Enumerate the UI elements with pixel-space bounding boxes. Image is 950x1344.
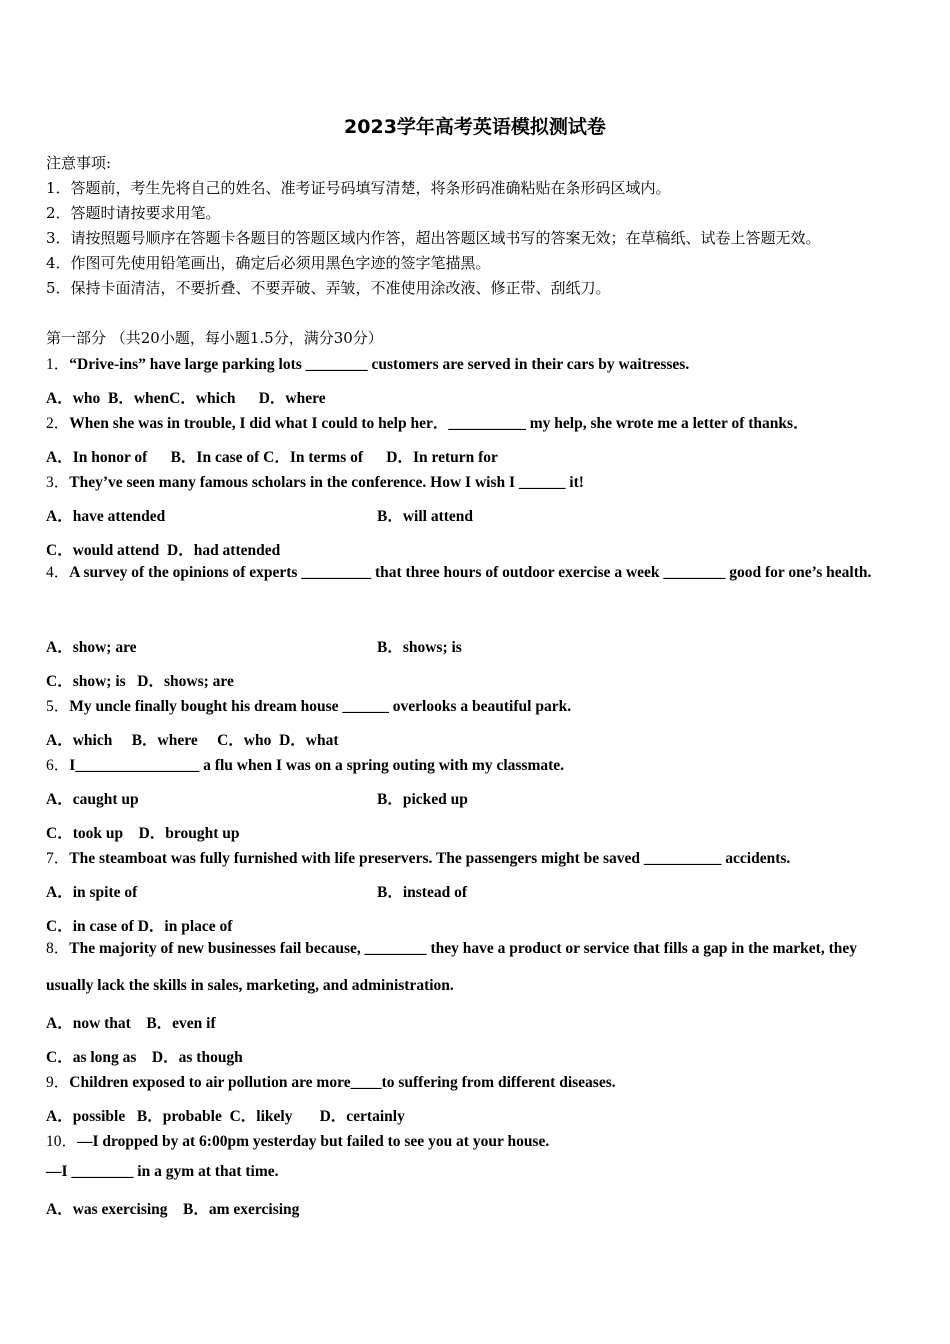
answer-options: A．was exercising B．am exercising [46,1201,300,1218]
answer-options: A．In honor of B．In case of C．In terms of D．In return for [46,449,498,466]
answer-options-cd: C．in case of D．in place of [46,918,233,935]
notice-item: 1．答题前，考生先将自己的姓名、准考证号码填写清楚，将条形码准确粘贴在条形码区域内。 [46,179,671,197]
question-4 [46,554,906,591]
notice-item: 5．保持卡面清洁，不要折叠、不要弄破、弄皱，不准使用涂改液、修正带、刮纸刀。 [46,279,611,297]
answer-option-b: B．shows; is [377,639,462,656]
section-heading: 第一部分 （共20小题，每小题1.5分，满分30分） [46,329,383,347]
question-number: 4． [46,564,70,581]
question-number: 7． [46,850,70,867]
question-text: The steamboat was fully furnished with life preservers. The passengers might be saved __________ accidents. [69,850,791,867]
question-7 [46,846,906,868]
notice-item: 4．作图可先使用铅笔画出，确定后必须用黑色字迹的签字笔描黑。 [46,254,491,272]
question-number: 5． [46,698,70,715]
notice-heading: 注意事项: [46,154,112,172]
answer-option-b: B．instead of [377,884,467,901]
question-1 [46,352,906,374]
question-10-reply: —I ________ in a gym at that time. [46,1163,279,1180]
answer-options: A．possible B．probable C．likely D．certainly [46,1108,405,1125]
answer-options-ab: A．now that B．even if [46,1015,216,1032]
question-text: When she was in trouble, I did what I could to help her．__________ my help, she wrote me a letter of thanks． [69,415,809,432]
question-text: A survey of the opinions of experts _________ that three hours of outdoor exercise a week ________ good for one’s health. [69,564,872,581]
question-5 [46,694,906,716]
question-3 [46,470,906,492]
question-number: 2． [46,415,70,432]
answer-options: A．which B．where C．who D．what [46,732,339,749]
question-2 [46,411,906,433]
question-9 [46,1070,906,1092]
answer-option-a: A．in spite of [46,884,138,901]
question-8 [46,930,906,1004]
question-text: The majority of new businesses fail because, ________ they have a product or service that fills a gap in the market, they usually lack the skills in sales, marketing, and administration. [46,940,857,994]
question-number: 6． [46,757,70,774]
question-number: 8． [46,940,70,957]
question-text: —I dropped by at 6:00pm yesterday but failed to see you at your house. [77,1133,550,1150]
question-number: 9． [46,1074,70,1091]
answer-options-cd: C．show; is D．shows; are [46,673,234,690]
page-title: 2023学年高考英语模拟测试卷 [344,116,606,138]
answer-options: A．who B．whenC．which D．where [46,390,326,407]
question-6 [46,753,906,775]
question-text: “Drive-ins” have large parking lots ________ customers are served in their cars by waitresses. [69,356,690,373]
question-number: 3． [46,474,70,491]
question-text: They’ve seen many famous scholars in the conference. How I wish I ______ it! [69,474,584,491]
question-number: 1． [46,356,70,373]
question-number: 10． [46,1133,78,1150]
answer-options-cd: C．took up D．brought up [46,825,240,842]
answer-options-cd: C．as long as D．as though [46,1049,243,1066]
question-10 [46,1129,906,1151]
answer-option-a: A．have attended [46,508,166,525]
question-text: My uncle finally bought his dream house ______ overlooks a beautiful park. [69,698,572,715]
notice-item: 2．答题时请按要求用笔。 [46,204,221,222]
question-text: Children exposed to air pollution are more____to suffering from different diseases. [69,1074,616,1091]
answer-option-a: A．caught up [46,791,139,808]
answer-option-b: B．will attend [377,508,474,525]
question-text: I________________ a flu when I was on a spring outing with my classmate. [69,757,565,774]
answer-option-a: A．show; are [46,639,137,656]
answer-options-cd: C．would attend D．had attended [46,542,281,559]
answer-option-b: B．picked up [377,791,468,808]
notice-item: 3．请按照题号顺序在答题卡各题目的答题区域内作答，超出答题区域书写的答案无效；在草稿纸、试卷上答题无效。 [46,229,821,247]
